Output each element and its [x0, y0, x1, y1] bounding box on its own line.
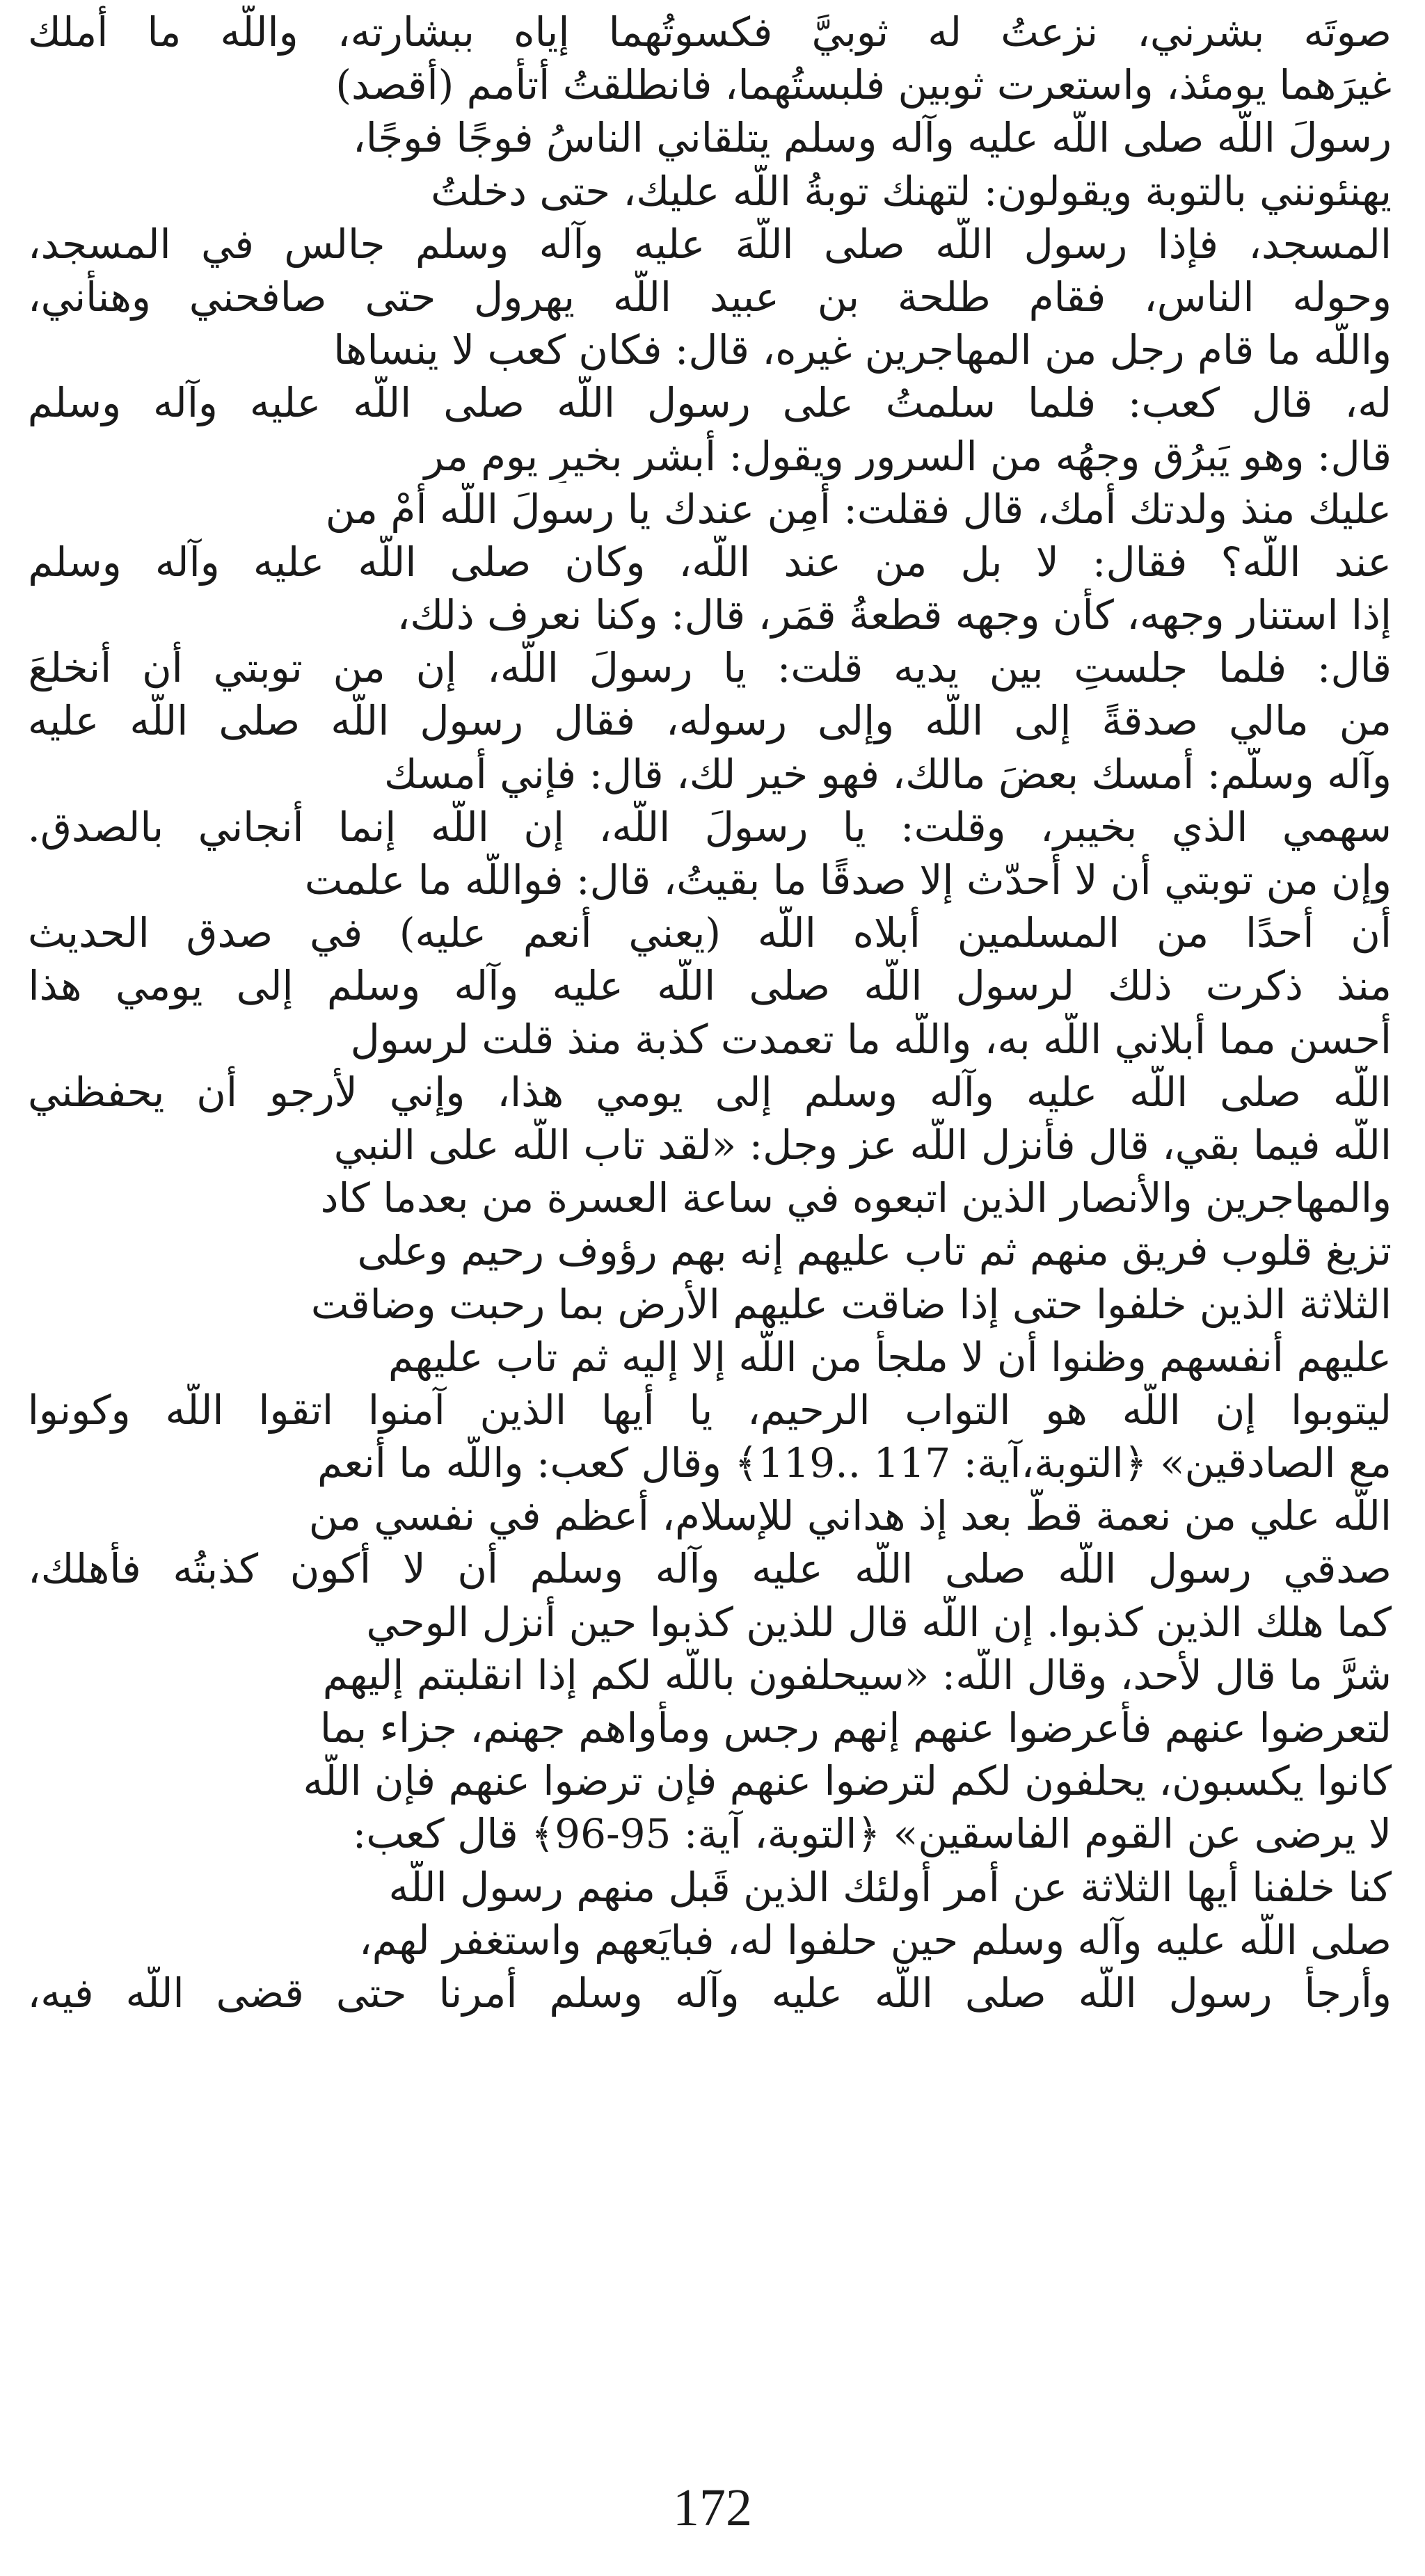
text-line: قال: فلما جلستِ بين يديه قلت: يا رسولَ اللّه، إن من توبتي أن أنخلعَ: [28, 644, 1392, 692]
text-line: رسولَ اللّه صلى اللّه عليه وآله وسلم يتلقاني الناسُ فوجًا فوجًا،: [353, 114, 1392, 162]
text-line: له، قال كعب: فلما سلمتُ على رسول اللّه صلى اللّه عليه وآله وسلم: [28, 379, 1392, 427]
text-line: قال: وهو يَبرُق وجهُه من السرور ويقول: أبشر بخيرِ يوم مر: [424, 432, 1392, 480]
text-line: تزيغ قلوب فريق منهم ثم تاب عليهم إنه بهم رؤوف رحيم وعلى: [357, 1227, 1392, 1275]
text-line: والمهاجرين والأنصار الذين اتبعوه في ساعة العسرة من بعدما كاد: [320, 1174, 1392, 1222]
text-line: لا يرضى عن القوم الفاسقين» ﴿التوبة، آية: 95-96﴾ قال كعب:: [352, 1810, 1392, 1858]
text-line: اللّه صلى اللّه عليه وآله وسلم إلى يومي هذا، وإني لأرجو أن يحفظني: [28, 1068, 1392, 1116]
text-line: يهنئونني بالتوبة ويقولون: لتهنك توبةُ اللّه عليك، حتى دخلتُ: [431, 167, 1392, 215]
text-line: وإن من توبتي أن لا أحدّث إلا صدقًا ما بقيتُ، قال: فواللّه ما علمت: [304, 856, 1392, 904]
text-line: وأرجأ رسول اللّه صلى اللّه عليه وآله وسلم أمرنا حتى قضى اللّه فيه،: [28, 1969, 1392, 2017]
text-line: كنا خلفنا أيها الثلاثة عن أمر أولئك الذين قَبل منهم رسول اللّه: [388, 1863, 1392, 1911]
body-text: [28, 6, 1392, 2019]
text-line: ليتوبوا إن اللّه هو التواب الرحيم، يا أيها الذين آمنوا اتقوا اللّه وكونوا: [28, 1386, 1392, 1434]
text-line: سهمي الذي بخيبر، وقلت: يا رسولَ اللّه، إن اللّه إنما أنجاني بالصدق.: [28, 803, 1392, 851]
text-line: أن أحدًا من المسلمين أبلاه اللّه (يعني أنعم عليه) في صدق الحديث: [28, 909, 1392, 957]
text-line: اللّه علي من نعمة قطّ بعد إذ هداني للإسلام، أعظم في نفسي من: [308, 1492, 1392, 1540]
text-line: اللّه فيما بقي، قال فأنزل اللّه عز وجل: «لقد تاب اللّه على النبي: [333, 1121, 1392, 1169]
text-line: كانوا يكسبون، يحلفون لكم لترضوا عنهم فإن ترضوا عنهم فإن اللّه: [303, 1757, 1392, 1805]
text-line: صدقي رسول اللّه صلى اللّه عليه وآله وسلم أن لا أكون كذبتُه فأهلك،: [28, 1545, 1392, 1593]
text-line: عند اللّه؟ فقال: لا بل من عند اللّه، وكان صلى اللّه عليه وآله وسلم: [28, 538, 1392, 586]
text-line: من مالي صدقةً إلى اللّه وإلى رسوله، فقال رسول اللّه صلى اللّه عليه: [28, 697, 1392, 745]
text-line: وحوله الناس، فقام طلحة بن عبيد اللّه يهرول حتى صافحني وهنأني،: [28, 273, 1392, 321]
text-line: أحسن مما أبلاني اللّه به، واللّه ما تعمدت كذبة منذ قلت لرسول: [350, 1015, 1392, 1063]
text-line: منذ ذكرت ذلك لرسول اللّه صلى اللّه عليه وآله وسلم إلى يومي هذا: [28, 962, 1392, 1010]
text-line: صوتَه بشرني، نزعتُ له ثوبيَّ فكسوتُهما إياه ببشارته، واللّه ما أملك: [28, 8, 1392, 56]
page-number: 172: [673, 2479, 752, 2537]
text-line: صلى اللّه عليه وآله وسلم حين حلفوا له، فبايَعهم واستغفر لهم،: [358, 1916, 1392, 1964]
text-line: واللّه ما قام رجل من المهاجرين غيره، قال: فكان كعب لا ينساها: [333, 326, 1392, 374]
text-line: إذا استنار وجهه، كأن وجهه قطعةُ قمَر، قال: وكنا نعرف ذلك،: [397, 591, 1392, 639]
text-line: عليهم أنفسهم وظنوا أن لا ملجأ من اللّه إلا إليه ثم تاب عليهم: [388, 1333, 1392, 1381]
text-line: كما هلك الذين كذبوا. إن اللّه قال للذين كذبوا حين أنزل الوحي: [366, 1598, 1392, 1646]
text-line: مع الصادقين» ﴿التوبة،آية: 117 ..119﴾ وقال كعب: واللّه ما أنعم: [317, 1439, 1392, 1487]
text-line: شرَّ ما قال لأحد، وقال اللّه: «سيحلفون باللّه لكم إذا انقلبتم إليهم: [322, 1651, 1392, 1699]
text-line: الثلاثة الذين خلفوا حتى إذا ضاقت عليهم الأرض بما رحبت وضاقت: [310, 1280, 1392, 1328]
text-line: وآله وسلّم: أمسك بعضَ مالك، فهو خير لك، قال: فإني أمسك: [383, 750, 1392, 798]
text-line: لتعرضوا عنهم فأعرضوا عنهم إنهم رجس ومأواهم جهنم، جزاء بما: [319, 1704, 1392, 1752]
text-line: غيرَهما يومئذ، واستعرت ثوبين فلبستُهما، فانطلقتُ أتأمم (أقصد): [335, 61, 1392, 109]
text-line: المسجد، فإذا رسول اللّه صلى اللّهَ عليه وآله وسلم جالس في المسجد،: [28, 220, 1392, 268]
text-line: عليك منذ ولدتك أمك، قال فقلت: أمِن عندك يا رسولَ اللّه أمْ من: [325, 485, 1392, 533]
